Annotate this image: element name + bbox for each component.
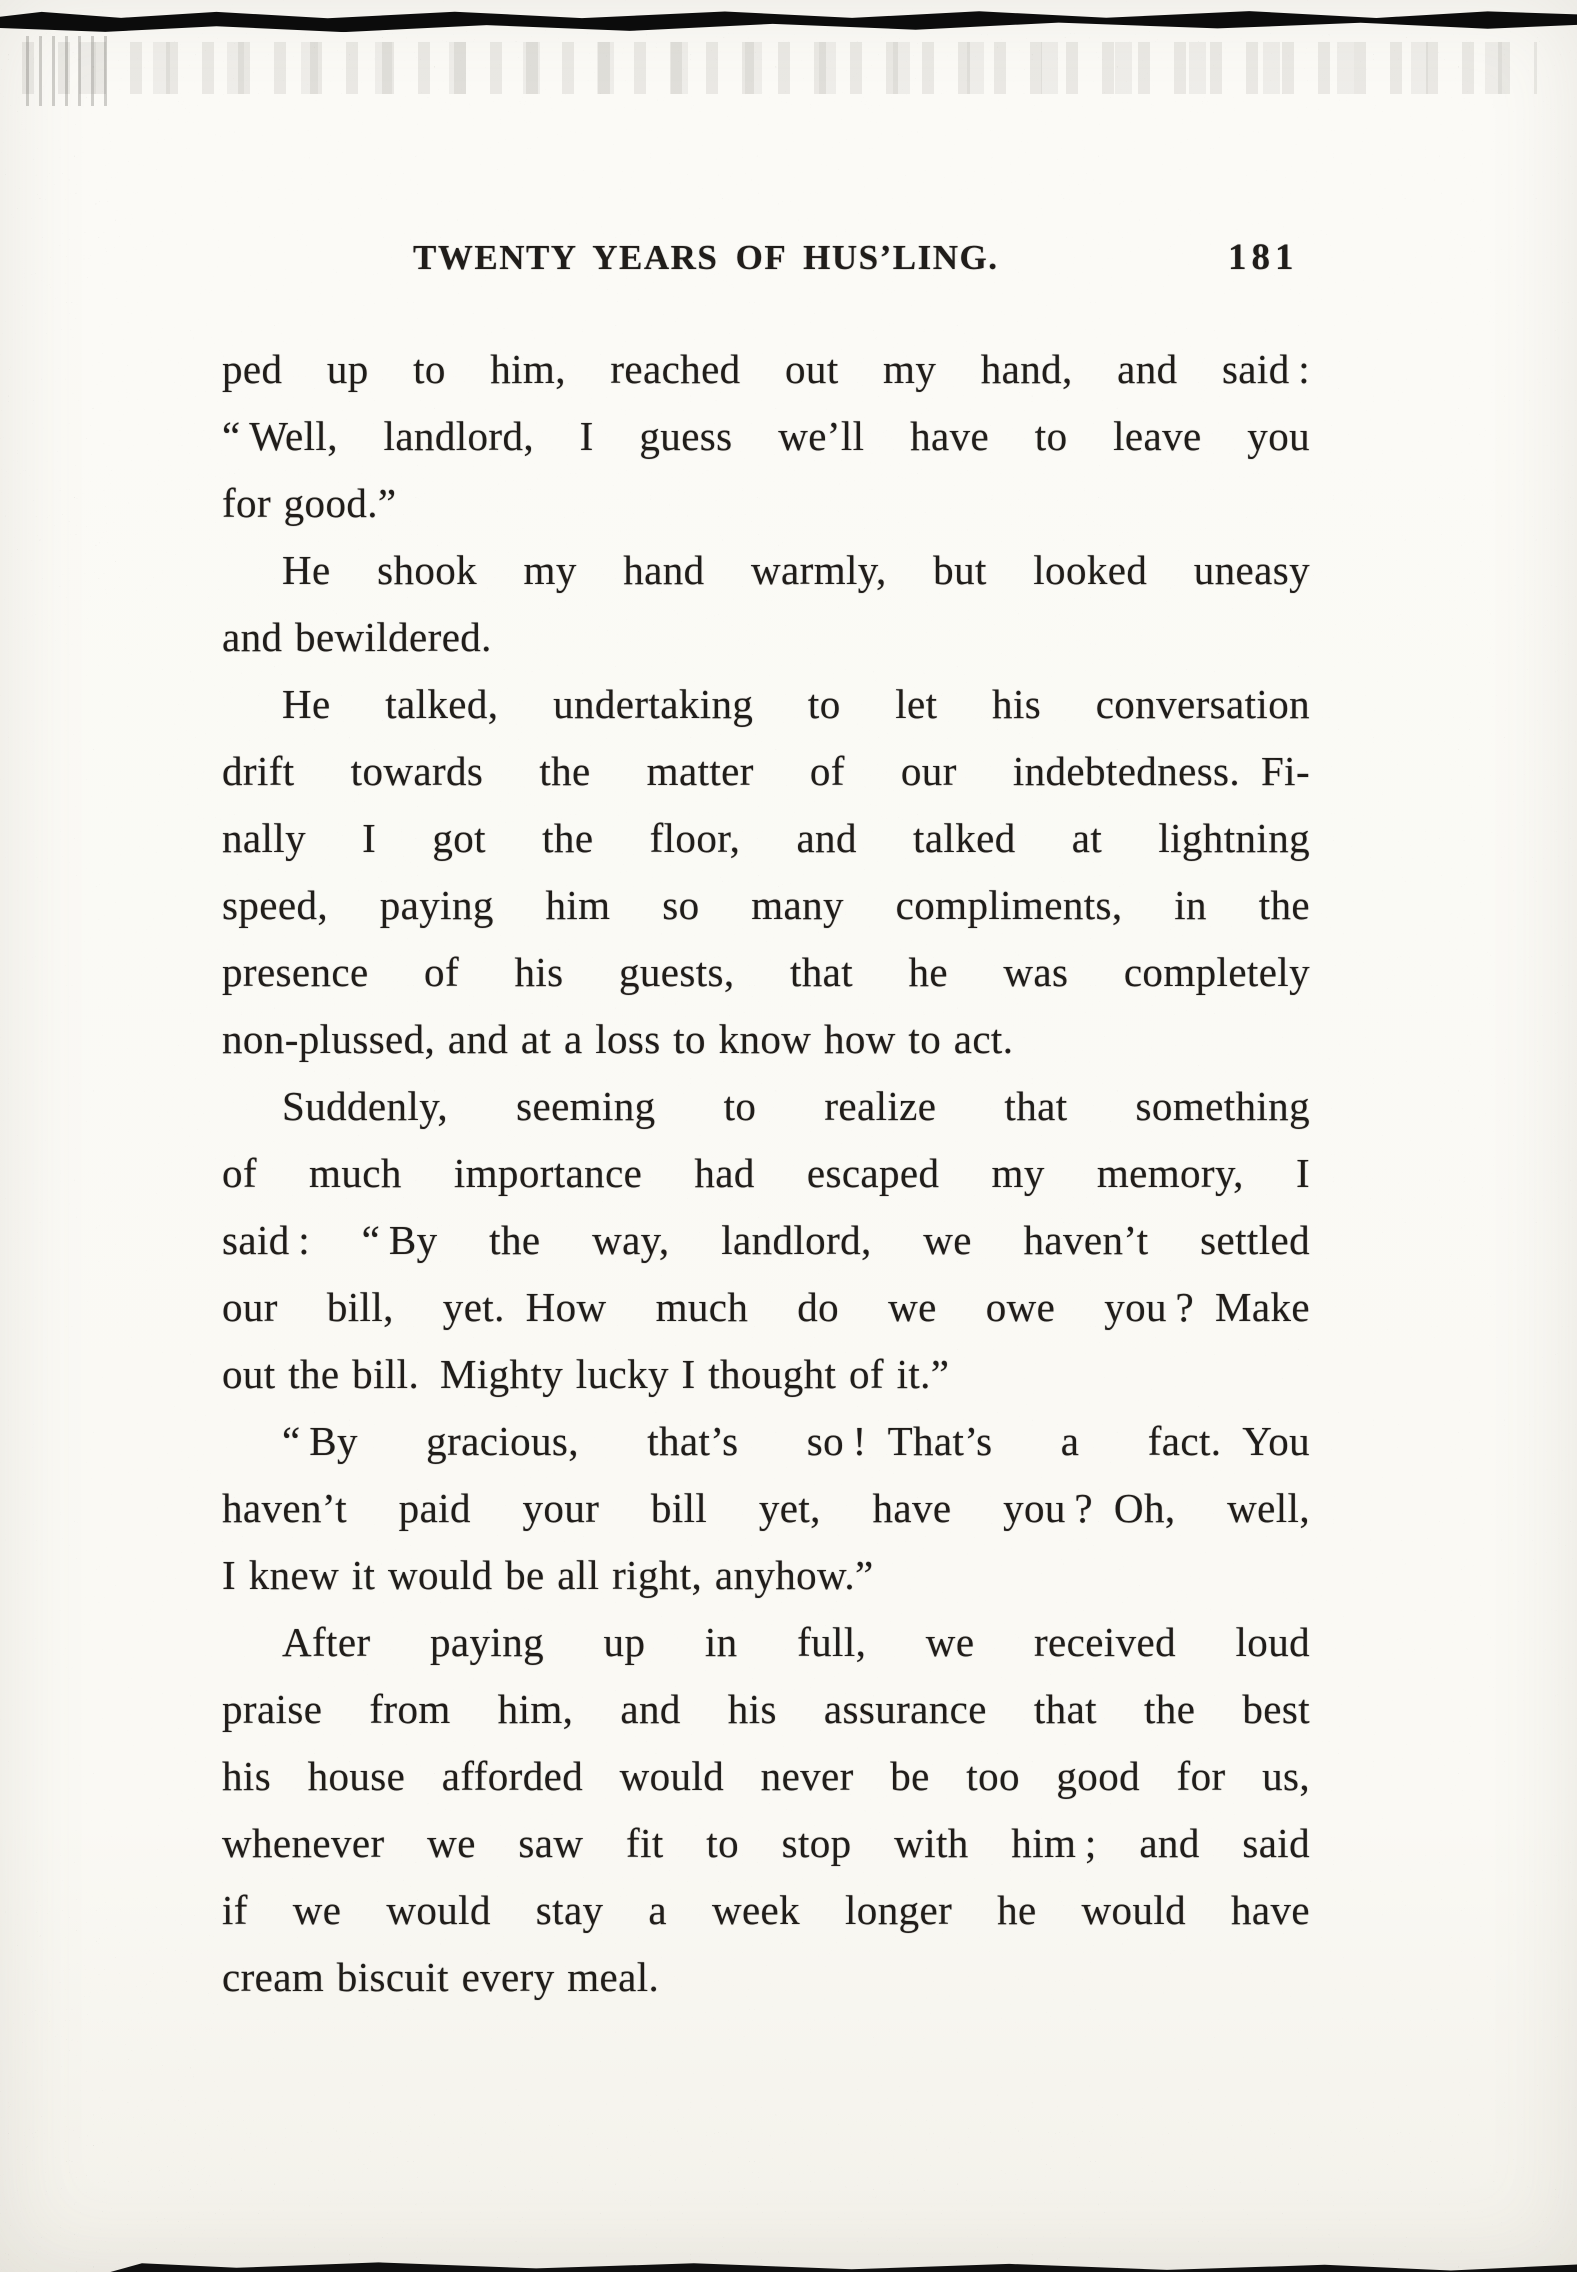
page-body-text [222, 336, 1310, 2011]
text-line: Suddenly, seeming to realize that something [282, 1083, 1310, 1129]
text-line: ped up to him, reached out my hand, and said : [222, 346, 1310, 392]
scan-corner-marks [26, 36, 112, 106]
text-line: I knew it would be all right, anyhow.” [222, 1552, 874, 1598]
text-line: presence of his guests, that he was completely [222, 949, 1310, 995]
text-line: whenever we saw fit to stop with him ; and said [222, 1820, 1310, 1866]
text-line: “ Well, landlord, I guess we’ll have to leave you [222, 413, 1310, 459]
text-line: our bill, yet. How much do we owe you ? Make [222, 1284, 1310, 1330]
text-line: of much importance had escaped my memory, I [222, 1150, 1310, 1196]
text-line: “ By gracious, that’s so ! That’s a fact. You [282, 1418, 1310, 1464]
text-line: out the bill. Mighty lucky I thought of it.” [222, 1351, 950, 1397]
text-line: speed, paying him so many compliments, in the [222, 882, 1310, 928]
text-line: his house afforded would never be too good for us, [222, 1753, 1310, 1799]
text-line: nally I got the floor, and talked at lightning [222, 815, 1310, 861]
text-line: non-plussed, and at a loss to know how to act. [222, 1016, 1014, 1062]
text-line: He shook my hand warmly, but looked uneasy [282, 547, 1310, 593]
text-line: and bewildered. [222, 614, 492, 660]
text-line: drift towards the matter of our indebtedness. Fi- [222, 748, 1310, 794]
scan-artifact-top-bar [0, 5, 1577, 33]
text-line: After paying up in full, we received loud [282, 1619, 1310, 1665]
scan-artifact-bottom-bar [0, 2257, 1577, 2272]
text-line: if we would stay a week longer he would have [222, 1887, 1310, 1933]
scan-ghost-text-row [22, 42, 1537, 94]
page-number: 181 [1228, 237, 1299, 278]
text-line: He talked, undertaking to let his conversation [282, 681, 1310, 727]
text-line: haven’t paid your bill yet, have you ? Oh, well, [222, 1485, 1310, 1531]
text-line: cream biscuit every meal. [222, 1954, 660, 2000]
text-line: praise from him, and his assurance that the best [222, 1686, 1310, 1732]
running-header-title: TWENTY YEARS OF HUS’LING. [413, 238, 999, 277]
text-line: for good.” [222, 480, 397, 526]
text-line: said : “ By the way, landlord, we haven’t settled [222, 1217, 1310, 1263]
